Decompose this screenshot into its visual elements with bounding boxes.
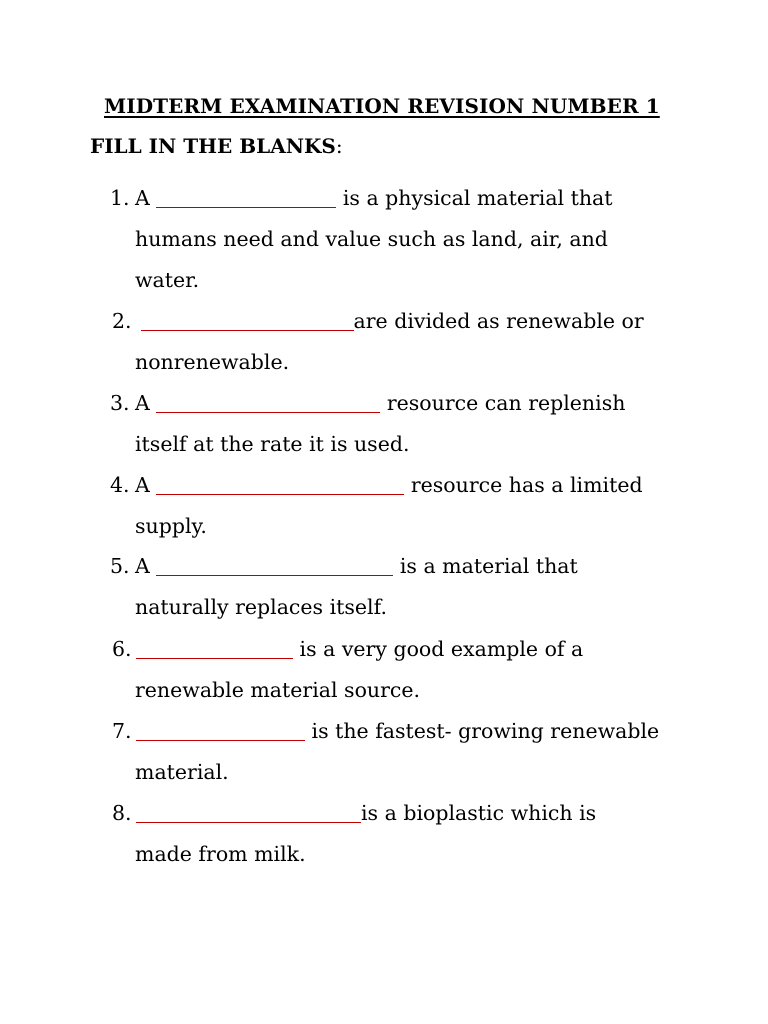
question-number: 1.	[110, 186, 130, 210]
question-first-line	[134, 301, 644, 342]
answer-blank[interactable]	[156, 185, 336, 208]
answer-blank[interactable]	[156, 390, 380, 413]
question-suffix: is the fastest- growing renewable	[305, 719, 660, 743]
answer-blank[interactable]	[136, 718, 305, 741]
question-continuation-line: humans need and value such as land, air, and	[135, 227, 608, 251]
question-number: 4.	[110, 473, 130, 497]
question-first-line	[135, 546, 578, 587]
question-suffix: is a very good example of a	[293, 637, 584, 661]
question-number: 7.	[112, 719, 132, 743]
page-title: MIDTERM EXAMINATION REVISION NUMBER 1	[104, 94, 660, 118]
question-number: 8.	[112, 801, 132, 825]
question-continuation-line: naturally replaces itself.	[135, 595, 387, 619]
question-prefix: A	[135, 391, 157, 415]
question-continuation-line: water.	[135, 268, 200, 292]
question-continuation-line: itself at the rate it is used.	[135, 432, 410, 456]
answer-blank[interactable]	[156, 472, 404, 495]
question-number: 3.	[110, 391, 130, 415]
question-first-line	[136, 711, 659, 752]
question-first-line	[135, 178, 613, 219]
question-continuation-line: made from milk.	[135, 842, 306, 866]
section-heading-text: FILL IN THE BLANKS	[90, 134, 336, 158]
question-suffix: are divided as renewable or	[353, 309, 644, 333]
question-continuation-line: nonrenewable.	[135, 350, 290, 374]
question-number: 5.	[110, 554, 130, 578]
question-continuation-line: material.	[135, 760, 229, 784]
question-suffix: is a physical material that	[336, 186, 613, 210]
question-prefix: A	[135, 186, 157, 210]
question-continuation-line: renewable material source.	[135, 678, 421, 702]
question-first-line	[136, 629, 583, 670]
question-continuation-line: supply.	[135, 514, 207, 538]
answer-blank[interactable]	[141, 308, 354, 331]
question-suffix: is a material that	[393, 554, 578, 578]
question-first-line	[135, 383, 625, 424]
question-prefix: A	[135, 554, 157, 578]
question-number: 6.	[112, 637, 132, 661]
question-prefix: A	[135, 473, 157, 497]
question-suffix: resource has a limited	[404, 473, 643, 497]
question-first-line	[136, 793, 596, 834]
question-number: 2.	[112, 309, 132, 333]
answer-blank[interactable]	[136, 636, 293, 659]
answer-blank[interactable]	[136, 800, 361, 823]
question-suffix: resource can replenish	[380, 391, 626, 415]
answer-blank[interactable]	[156, 553, 393, 576]
question-first-line	[135, 465, 643, 506]
section-heading	[90, 134, 343, 158]
section-heading-colon: :	[335, 134, 343, 158]
question-suffix: is a bioplastic which is	[361, 801, 597, 825]
